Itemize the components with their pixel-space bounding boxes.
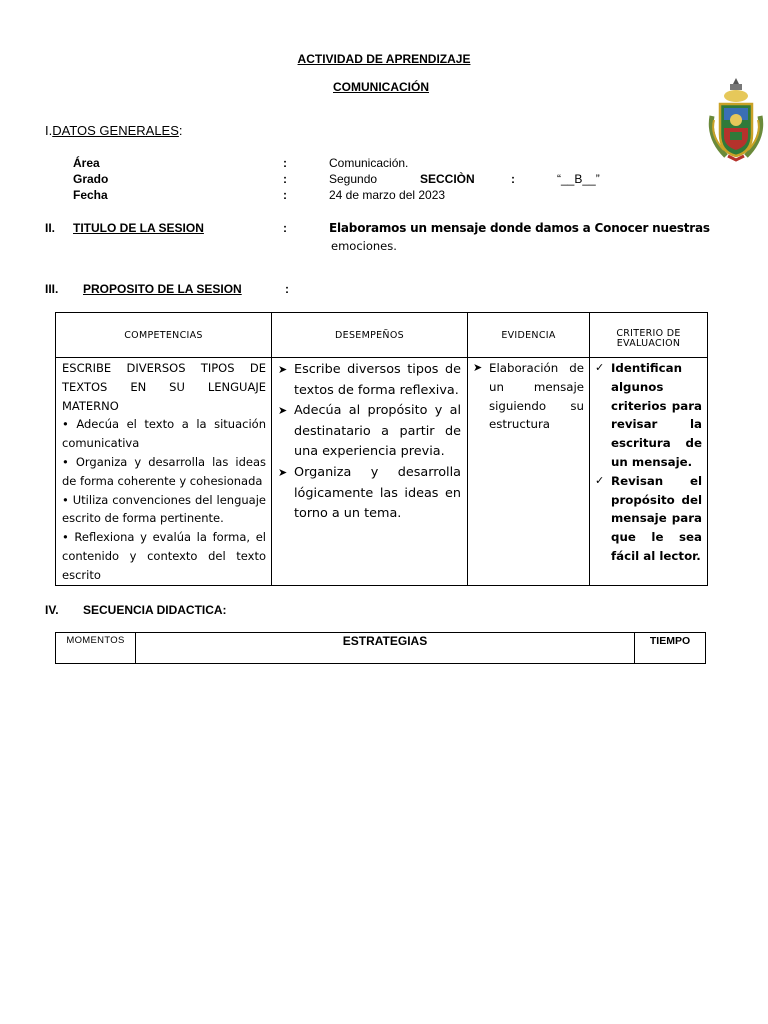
evidencia-item: ➤ Elaboración de un mensaje siguiendo su estructura	[473, 359, 584, 434]
document-subject: COMUNICACIÓN	[333, 80, 429, 94]
coat-of-arms-icon	[706, 76, 766, 162]
section-proposito-label: PROPOSITO DE LA SESION	[83, 282, 242, 296]
value-seccion: “__B__”	[557, 172, 600, 186]
cell-desempenos	[272, 358, 468, 586]
check-bullet-icon: ✓	[595, 473, 605, 487]
table-header-row	[56, 633, 706, 664]
desempeno-item: ➤ Escribe diversos tipos de textos de forma reflexiva.	[278, 360, 461, 401]
desempeno-item: ➤ Organiza y desarrolla lógicamente las ideas en torno a un tema.	[278, 463, 461, 525]
arrow-bullet-icon: ➤	[278, 404, 288, 418]
header-momentos: MOMENTOS	[56, 633, 136, 664]
proposito-table	[55, 312, 708, 586]
arrow-bullet-icon: ➤	[278, 363, 288, 376]
competencia-item: • Adecúa el texto a la situación comunicativa	[62, 417, 266, 451]
competencia-title-2: TEXTOS EN SU LENGUAJE	[62, 379, 266, 394]
value-grado: Segundo	[329, 172, 378, 186]
header-competencias: COMPETENCIAS	[56, 313, 272, 358]
competencia-item: • Organiza y desarrolla las ideas de forma coherente y cohesionada	[62, 454, 266, 488]
section-titulo-sep: :	[283, 221, 287, 235]
cell-evidencia	[468, 358, 590, 586]
value-area: Comunicación.	[329, 156, 409, 170]
header-evidencia: EVIDENCIA	[468, 313, 590, 358]
session-title-line2: emociones.	[331, 239, 397, 253]
section-proposito-sep: :	[285, 282, 289, 296]
header-estrategias: ESTRATEGIAS	[136, 633, 635, 664]
check-bullet-icon: ✓	[595, 361, 605, 374]
secuencia-table	[55, 632, 706, 664]
arrow-bullet-icon: ➤	[278, 465, 288, 479]
session-title-line1: Elaboramos un mensaje donde damos a Conocer nuestras	[329, 221, 710, 235]
competencia-item: • Utiliza convenciones del lenguaje escrito de forma pertinente.	[62, 492, 266, 526]
label-grado: Grado	[73, 172, 109, 186]
header-desempenos: DESEMPEÑOS	[272, 313, 468, 358]
section-titulo-label: TITULO DE LA SESION	[73, 221, 204, 235]
competencia-title-3: MATERNO	[62, 398, 119, 413]
sep-area: :	[283, 156, 287, 170]
label-seccion: SECCIÒN	[420, 172, 475, 186]
table-row	[56, 358, 708, 586]
cell-criterio	[590, 358, 708, 586]
header-criterio: CRITERIO DE EVALUACION	[590, 313, 708, 358]
label-fecha: Fecha	[73, 188, 108, 202]
cell-competencias	[56, 358, 272, 586]
section-secuencia-number: IV.	[45, 603, 59, 617]
header-tiempo: TIEMPO	[635, 633, 706, 664]
criterio-item: ✓ Revisan el propósito del mensaje para que le sea fácil al lector.	[595, 472, 702, 566]
desempeno-item: ➤ Adecúa al propósito y al destinatario a partir de una experiencia previa.	[278, 401, 461, 463]
arrow-bullet-icon: ➤	[473, 361, 483, 374]
sep-grado: :	[283, 172, 287, 186]
competencia-item: • Reflexiona y evalúa la forma, el contenido y contexto del texto escrito	[62, 530, 266, 582]
competencia-title: ESCRIBE DIVERSOS TIPOS DE	[62, 361, 266, 375]
section-datos-generales-heading: I.DATOS GENERALES:	[45, 123, 183, 138]
section-titulo-number: II.	[45, 221, 56, 235]
table-header-row	[56, 313, 708, 358]
document-title: ACTIVIDAD DE APRENDIZAJE	[297, 52, 471, 66]
criterio-item: ✓ Identifican algunos criterios para revisar la escritura de un mensaje.	[595, 359, 702, 472]
sep-fecha: :	[283, 188, 287, 202]
section-secuencia-label: SECUENCIA DIDACTICA:	[83, 603, 227, 617]
value-fecha: 24 de marzo del 2023	[329, 188, 446, 202]
sep-seccion: :	[511, 172, 515, 186]
label-area: Área	[73, 156, 100, 170]
section-proposito-number: III.	[45, 282, 59, 296]
